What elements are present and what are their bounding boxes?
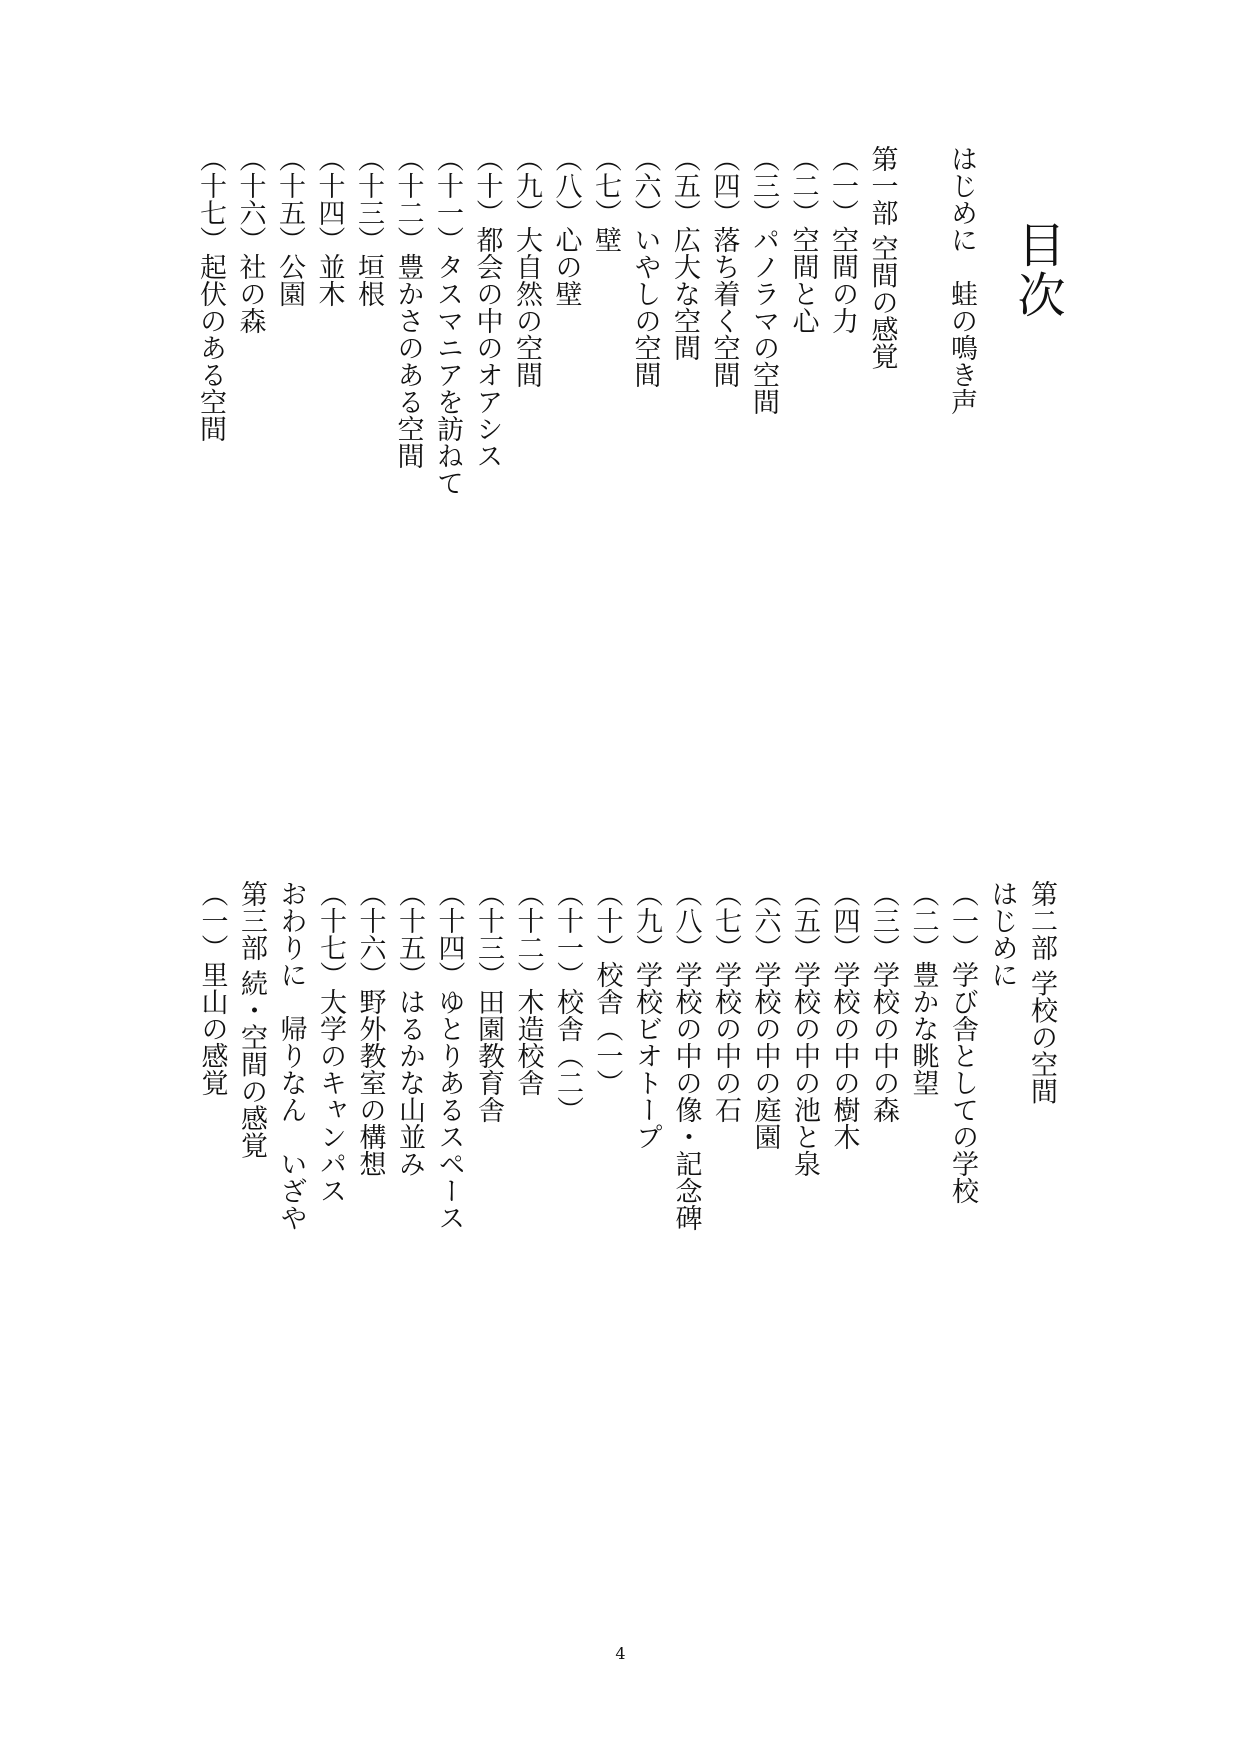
toc-line: （十七）大学のキャンパス <box>315 880 346 1204</box>
toc-line: （十二）木造校舎 <box>512 880 544 1096</box>
toc-line: （一）空間の力 <box>827 145 858 334</box>
toc-line: はじめに 蛙の鳴き声 <box>946 145 977 415</box>
toc-line: （六）学校の中の庭園 <box>749 880 781 1150</box>
toc-line: （十一）校舎（二） <box>552 880 583 1123</box>
toc-line: （五）学校の中の池と泉 <box>789 880 820 1177</box>
page-title: 目次 <box>1009 220 1065 320</box>
toc-line: （十）都会の中のオアシス <box>471 145 503 469</box>
toc-line: （十六）野外教室の構想 <box>354 880 386 1177</box>
toc-line: （十三）田園教育舎 <box>473 880 504 1123</box>
toc-line: （三）パノラマの空間 <box>748 145 779 415</box>
toc-line: （七）学校の中の石 <box>710 880 741 1123</box>
toc-line: （九）学校ビオトープ <box>631 880 662 1150</box>
toc-line: おわりに 帰りなん いざや <box>275 880 307 1231</box>
toc-line: （六）いやしの空間 <box>629 145 661 388</box>
toc-part-heading: 第一部 空間の感覚 <box>866 145 898 370</box>
toc-line: （五）広大な空間 <box>669 145 700 361</box>
toc-line: （十六）社の森 <box>234 145 266 334</box>
toc-upper-column <box>191 145 982 705</box>
toc-line: （十四）ゆとりあるスペース <box>433 880 465 1231</box>
toc-line: （一）学び舎としての学校 <box>947 880 978 1204</box>
toc-lower-column <box>192 880 1061 1440</box>
toc-line: はじめに <box>986 880 1018 988</box>
toc-line: （八）心の壁 <box>550 145 582 307</box>
toc-line: （十一）タスマニアを訪ねて <box>432 145 463 496</box>
toc-line: （二）豊かな眺望 <box>907 880 939 1096</box>
toc-line: （三）学校の中の森 <box>868 880 899 1123</box>
toc-line: （九）大自然の空間 <box>511 145 542 388</box>
toc-line: （八）学校の中の像・記念碑 <box>670 880 702 1231</box>
toc-line: （七）壁 <box>590 145 621 253</box>
toc-line: （一）里山の感覚 <box>196 880 228 1096</box>
toc-line: （十三）垣根 <box>353 145 384 307</box>
toc-part-heading: 第三部 続・空間の感覚 <box>236 880 267 1159</box>
toc-line: （十）校舎（一） <box>591 880 623 1096</box>
toc-line: （十四）並木 <box>313 145 345 307</box>
toc-line: （四）学校の中の樹木 <box>828 880 860 1150</box>
toc-line: （十二）豊かさのある空間 <box>392 145 424 469</box>
toc-line: （二）空間と心 <box>787 145 819 334</box>
toc-line: （十七）起伏のある空間 <box>195 145 226 442</box>
toc-part-heading: 第二部 学校の空間 <box>1026 880 1057 1105</box>
toc-line: （四）落ち着く空間 <box>708 145 740 388</box>
toc-spacer <box>902 145 942 705</box>
toc-line: （十五）公園 <box>274 145 305 307</box>
toc-line: （十五）はるかな山並み <box>394 880 425 1177</box>
page-number: 4 <box>615 1644 626 1663</box>
